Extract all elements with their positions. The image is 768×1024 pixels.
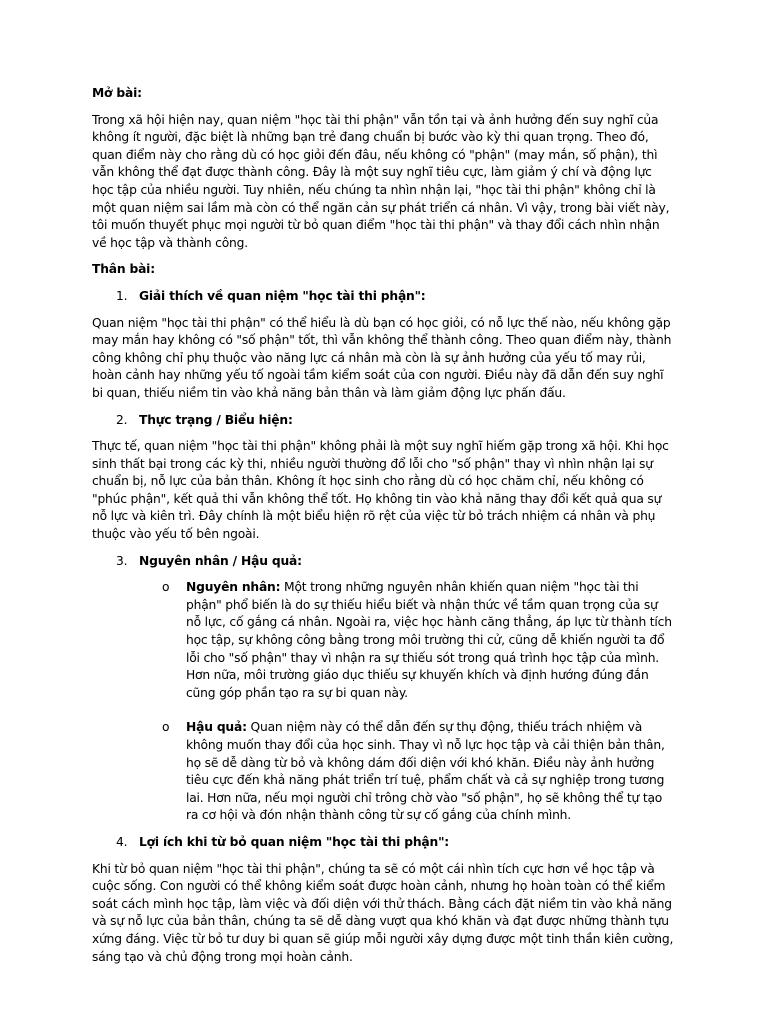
bullet-icon: o — [162, 720, 170, 735]
section-1-title — [92, 288, 676, 306]
consequence-lead: Hậu quả: — [186, 720, 247, 735]
section-1-number: 1. — [116, 288, 128, 303]
section-3-title — [92, 553, 676, 571]
section-4-paragraph: Khi từ bỏ quan niệm "học tài thi phận", chúng ta sẽ có một cái nhìn tích cực hơn về học tập và cuộc sống. Con người có thể không kiểm soát được hoàn cảnh, nhưng họ hoàn toàn có thể kiểm soát cách mình học tập, làm việc và đối diện với thử thách. Bằng cách đặt niềm tin vào khả năng và sự nỗ lực của bản thân, chúng ta sẽ dễ dàng vượt qua khó khăn và đạt được những thành tựu xứng đáng. Việc từ bỏ tư duy bi quan sẽ giúp mỗi người xây dựng được một tinh thần kiên cường, sáng tạo và chủ động trong mọi hoàn cảnh. — [92, 861, 674, 964]
section-4-title — [92, 834, 676, 852]
list-item-consequence — [92, 719, 676, 825]
body-heading: Thân bài: — [92, 262, 155, 277]
section-3-title-text: Nguyên nhân / Hậu quả: — [139, 553, 302, 568]
intro-paragraph: Trong xã hội hiện nay, quan niệm "học tài thi phận" vẫn tồn tại và ảnh hưởng đến suy nghĩ của không ít người, đặc biệt là những bạn trẻ đang chuẩn bị bước vào kỳ thi quan trọng. Theo đó, quan điểm này cho rằng dù có học giỏi đến đâu, nếu không có "phận" (may mắn, số phận), thì vẫn không thể đạt được thành công. Đây là một suy nghĩ tiêu cực, làm giảm ý chí và động lực học tập của nhiều người. Tuy nhiên, nếu chúng ta nhìn nhận lại, "học tài thi phận" không chỉ là một quan niệm sai lầm mà còn có thể ngăn cản sự phát triển cá nhân. Vì vậy, trong bài viết này, tôi muốn thuyết phục mọi người từ bỏ quan điểm "học tài thi phận" và thay đổi cách nhìn nhận về học tập và thành công. — [92, 112, 670, 250]
document-page — [92, 85, 676, 975]
section-4-number: 4. — [116, 834, 128, 849]
list-item-cause — [92, 579, 676, 702]
section-3-number: 3. — [116, 553, 128, 568]
cause-lead: Nguyên nhân: — [186, 580, 281, 595]
section-2-title-text: Thực trạng / Biểu hiện: — [139, 412, 293, 427]
section-1-paragraph: Quan niệm "học tài thi phận" có thể hiểu là dù bạn có học giỏi, có nỗ lực thế nào, nếu không gặp may mắn hay không có "số phận" tốt, thì vẫn không thể thành công. Theo quan điểm này, thành công không chỉ phụ thuộc vào năng lực cá nhân mà còn là sự ảnh hưởng của yếu tố may rủi, hoàn cảnh hay những yếu tố ngoài tầm kiểm soát của con người. Điều này đã dẫn đến suy nghĩ bi quan, thiếu niềm tin vào khả năng bản thân và làm giảm động lực phấn đấu. — [92, 315, 672, 400]
section-4-title-text: Lợi ích khi từ bỏ quan niệm "học tài thi phận": — [139, 834, 450, 849]
section-2-title — [92, 412, 676, 430]
intro-heading: Mở bài: — [92, 86, 142, 100]
section-2-number: 2. — [116, 412, 128, 427]
cause-text: Một trong những nguyên nhân khiến quan niệm "học tài thi phận" phổ biến là do sự thiếu hiểu biết và nhận thức về tầm quan trọng của sự nỗ lực, cố gắng cá nhân. Ngoài ra, việc học hành căng thẳng, áp lực từ thành tích học tập, sự không công bằng trong môi trường thi cử, cũng dễ khiến người ta đổ lỗi cho "số phận" thay vì nhận ra sự thiếu sót trong quá trình học tập của mình. Hơn nữa, môi trường giáo dục thiếu sự khuyến khích và định hướng đúng đắn cũng góp phần tạo ra sự bi quan này. — [186, 580, 672, 700]
section-2-paragraph: Thực tế, quan niệm "học tài thi phận" không phải là một suy nghĩ hiếm gặp trong xã hội. Khi học sinh thất bại trong các kỳ thi, nhiều người thường đổ lỗi cho "số phận" thay vì nhìn nhận lại sự chuẩn bị, nỗ lực của bản thân. Không ít học sinh cho rằng dù có học chăm chỉ, nếu không có "phúc phận", kết quả thi vẫn không thể tốt. Họ không tin vào khả năng thay đổi kết quả qua sự nỗ lực và kiên trì. Đây chính là một biểu hiện rõ rệt của việc từ bỏ trách nhiệm cá nhân và phụ thuộc vào yếu tố bên ngoài. — [92, 439, 669, 542]
consequence-text: Quan niệm này có thể dẫn đến sự thụ động, thiếu trách nhiệm và không muốn thay đổi của học sinh. Thay vì nỗ lực học tập và cải thiện bản thân, họ sẽ dễ dàng từ bỏ và không dám đối diện với khó khăn. Điều này ảnh hưởng tiêu cực đến khả năng phát triển trí tuệ, phẩm chất và cả sự nghiệp trong tương lai. Hơn nữa, nếu mọi người chỉ trông chờ vào "số phận", họ sẽ không thể tự tạo ra cơ hội và đón nhận thành công từ sự cố gắng của chính mình. — [186, 720, 665, 823]
section-1-title-text: Giải thích về quan niệm "học tài thi phận": — [139, 288, 426, 303]
section-3-bullet-list — [92, 579, 676, 825]
bullet-icon: o — [162, 580, 170, 595]
